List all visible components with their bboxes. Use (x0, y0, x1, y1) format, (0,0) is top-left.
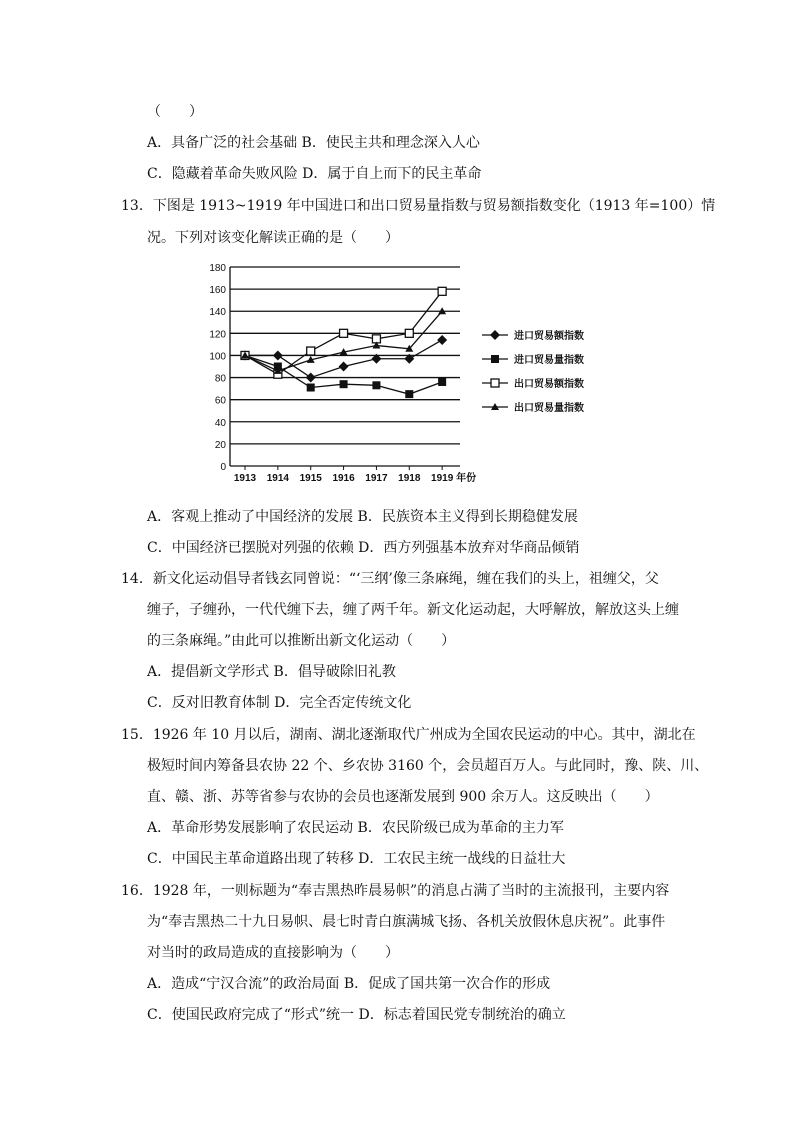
text-line: C．使国民政府完成了“形式”统一 D．标志着国民党专制统治的确立 (147, 1007, 566, 1023)
text-line: 14．新文化运动倡导者钱玄同曾说：“‘三纲’像三条麻绳，缠在我们的头上，祖缠父，父 (121, 571, 659, 587)
text-line: 15．1926 年 10 月以后，湖南、湖北逐渐取代广州成为全国农民运动的中心。其中，湖北在 (121, 727, 696, 743)
text-line: C．反对旧教育体制 D．完全否定传统文化 (147, 695, 412, 711)
y-tick-label: 40 (214, 417, 226, 429)
text-line: （ ） (147, 104, 203, 120)
data-point (405, 329, 413, 337)
y-tick-label: 80 (214, 373, 226, 385)
data-point (306, 373, 316, 383)
x-tick-label: 1916 (332, 473, 355, 484)
text-line: 极短时间内筹备县农协 22 个、乡农协 3160 个，会员超百万人。与此同时，豫、陕、川、 (147, 758, 709, 774)
x-tick-label: 1919 (431, 473, 454, 484)
legend-label: 进口贸易额指数 (514, 331, 584, 342)
text-line: C．中国经济已摆脱对列强的依赖 D．西方列强基本放弃对华商品倾销 (147, 540, 580, 556)
data-point (372, 381, 380, 389)
x-tick-label: 1917 (365, 473, 388, 484)
text-line: A．具备广泛的社会基础 B．使民主共和理念深入人心 (147, 135, 480, 151)
legend-marker (491, 379, 499, 387)
text-line: 况。下列对该变化解读正确的是（ ） (147, 230, 399, 246)
text-line: C．隐藏着革命失败风险 D．属于自上而下的民主革命 (147, 166, 482, 182)
text-line: 的三条麻绳。”由此可以推断出新文化运动（ ） (147, 633, 456, 649)
y-tick-label: 140 (209, 307, 226, 319)
text-line: 对当时的政局造成的直接影响为（ ） (147, 945, 399, 961)
y-tick-label: 100 (209, 351, 226, 363)
y-tick-label: 180 (209, 263, 226, 274)
data-point (437, 335, 447, 345)
text-line: 16．1928 年，一则标题为“奉吉黑热昨晨易帜”的消息占满了当时的主流报刊，主要内容 (121, 883, 670, 899)
legend-marker (490, 330, 500, 340)
text-line: 直、赣、浙、苏等省参与农协的会员也逐渐发展到 900 余万人。这反映出（ ） (147, 789, 659, 805)
data-point (273, 350, 283, 360)
text-line: C．中国民主革命道路出现了转移 D．工农民主统一战线的日益壮大 (147, 851, 566, 867)
data-point (307, 347, 315, 355)
data-point (438, 378, 446, 386)
y-tick-label: 60 (214, 395, 226, 407)
legend-label: 出口贸易额指数 (514, 379, 584, 390)
text-line: A．造成“宁汉合流”的政治局面 B．促成了国共第一次合作的形成 (147, 976, 551, 992)
trade-index-chart (200, 256, 600, 488)
text-line: 13．下图是 1913~1919 年中国进口和出口贸易量指数与贸易额指数变化（1913 年=100）情 (121, 198, 716, 214)
legend-marker (491, 355, 499, 363)
data-point (340, 380, 348, 388)
legend-label: 进口贸易量指数 (514, 355, 584, 366)
data-point (438, 287, 446, 295)
legend-label: 出口贸易量指数 (514, 403, 584, 414)
data-point (340, 329, 348, 337)
x-tick-label: 1915 (299, 473, 322, 484)
text-line: A．客观上推动了中国经济的发展 B．民族资本主义得到长期稳健发展 (147, 509, 578, 525)
data-point (405, 390, 413, 398)
data-point (339, 362, 349, 372)
x-tick-label: 1914 (266, 473, 289, 484)
x-axis-suffix: 年份 (456, 473, 477, 484)
text-line: 为“奉吉黑热二十九日易帜、晨七时青白旗满城飞扬、各机关放假休息庆祝”。此事件 (147, 914, 666, 930)
text-line: A．提倡新文学形式 B．倡导破除旧礼教 (147, 664, 396, 680)
chart-svg (200, 256, 600, 488)
x-tick-label: 1918 (398, 473, 421, 484)
y-tick-label: 20 (214, 439, 226, 451)
x-tick-label: 1913 (233, 473, 257, 484)
y-tick-label: 0 (220, 462, 226, 473)
text-line: 缠子，子缠孙，一代代缠下去，缠了两千年。新文化运动起，大呼解放，解放这头上缠 (147, 602, 679, 618)
y-tick-label: 160 (209, 285, 226, 297)
data-point (307, 384, 315, 392)
y-tick-label: 120 (209, 329, 226, 341)
text-line: A．革命形势发展影响了农民运动 B．农民阶级已成为革命的主力军 (147, 820, 564, 836)
